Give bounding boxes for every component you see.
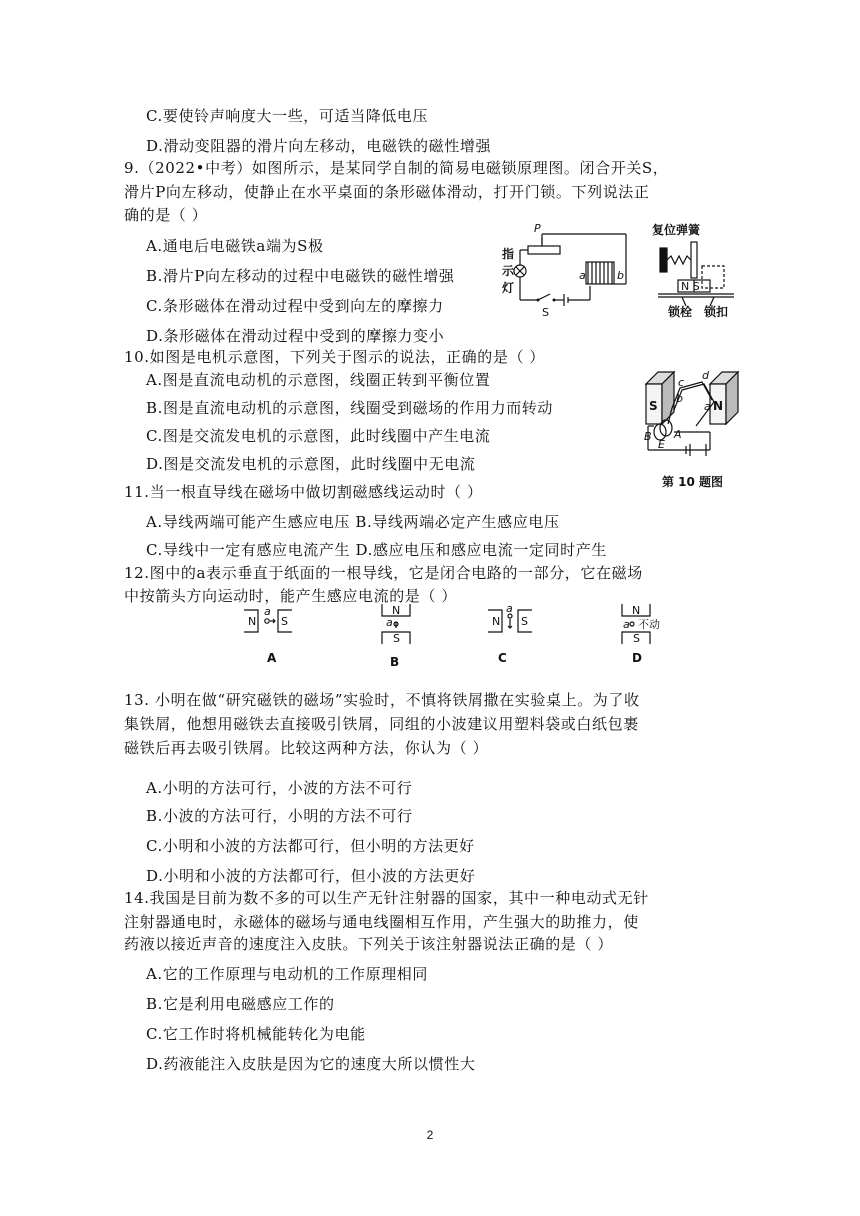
q12-d-label-s: S (633, 632, 640, 645)
q9-fig-label-a: a (579, 269, 586, 282)
q10-generator-figure (640, 366, 740, 492)
q9-fig-label-spring: 复位弹簧 (652, 223, 701, 237)
q12-b-label-n: N (392, 604, 401, 617)
q10-option-b: B.图是直流电动机的示意图，线圈受到磁场的作用力而转动 (146, 399, 553, 417)
q13-stem-line3: 磁铁后再去吸引铁屑。比较这两种方法，你认为（ ） (124, 739, 489, 757)
q11-options-ab: A.导线两端可能产生感应电压 B.导线两端必定产生感应电压 (146, 513, 560, 531)
q9-stem-line3: 确的是（ ） (124, 206, 208, 224)
q12-d-label-n: N (632, 604, 641, 617)
q14-stem-line3: 药液以接近声音的速度注入皮肤。下列关于该注射器说法正确的是（ ） (124, 935, 613, 953)
q12-a-label-a: a (264, 605, 271, 618)
q13-stem-line1: 13. 小明在做“研究磁铁的磁场”实验时，不慎将铁屑撒在实验桌上。为了收 (124, 691, 640, 709)
q12-c-label-n: N (492, 615, 501, 628)
q9-fig-label-bolt: 锁栓 (668, 305, 693, 318)
q14-option-c: C.它工作时将机械能转化为电能 (146, 1025, 366, 1043)
q12-option-label-c: C (498, 651, 507, 665)
q10-fig-caption: 第 10 题图 (662, 475, 724, 489)
q9-fig-label-shi: 示 (502, 264, 515, 278)
q12-stem-line1: 12.图中的a表示垂直于纸面的一根导线，它是闭合电路的一部分，它在磁场 (124, 564, 643, 582)
q9-fig-label-b: b (617, 269, 624, 282)
q10-fig-label-n: N (713, 399, 724, 413)
q10-fig-label-c: c (678, 376, 685, 389)
q12-d-label-still: 不动 (638, 618, 660, 631)
q13-stem-line2: 集铁屑，他想用磁铁去直接吸引铁屑，同组的小波建议用塑料袋或白纸包裹 (124, 715, 639, 733)
q13-option-c: C.小明和小波的方法都可行，但小明的方法更好 (146, 837, 475, 855)
q10-fig-label-aa: A (674, 428, 682, 441)
page-number: 2 (426, 1128, 434, 1142)
q12-b-label-a: a (386, 616, 393, 629)
q13-option-a: A.小明的方法可行，小波的方法不可行 (146, 779, 413, 797)
q9-circuit-figure (500, 222, 640, 318)
q10-stem: 10.如图是电机示意图，下列关于图示的说法，正确的是（ ） (124, 348, 546, 366)
q9-option-d: D.条形磁体在滑动过程中受到的摩擦力变小 (146, 327, 445, 345)
q9-fig-label-ns: N S (681, 280, 700, 293)
q9-fig-label-p: P (534, 222, 541, 235)
q12-a-label-s: S (281, 615, 288, 628)
q12-option-label-b: B (390, 655, 400, 668)
q10-fig-label-d: d (702, 369, 709, 382)
q12-option-label-d: D (632, 651, 642, 665)
q10-fig-label-s: S (649, 399, 658, 413)
q9-fig-label-zhi: 指 (502, 247, 515, 261)
q12-a-label-n: N (248, 615, 257, 628)
q12-option-label-a: A (267, 651, 277, 665)
q11-stem: 11.当一根直导线在磁场中做切割磁感线运动时（ ） (124, 483, 483, 501)
q12-d-label-a: a (623, 618, 630, 631)
q9-fig-label-deng: 灯 (502, 281, 515, 295)
q9-lock-figure (648, 222, 748, 318)
q14-stem-line1: 14.我国是目前为数不多的可以生产无针注射器的国家，其中一种电动式无针 (124, 889, 649, 907)
q9-option-c: C.条形磁体在滑动过程中受到向左的摩擦力 (146, 297, 444, 315)
q10-fig-label-a: a (704, 400, 711, 413)
q10-option-c: C.图是交流发电机的示意图，此时线圈中产生电流 (146, 427, 491, 445)
q10-option-a: A.图是直流电动机的示意图，线圈正转到平衡位置 (146, 371, 491, 389)
q14-stem-line2: 注射器通电时，永磁体的磁场与通电线圈相互作用，产生强大的助推力，使 (124, 913, 639, 931)
q8-option-d: D.滑动变阻器的滑片向左移动，电磁铁的磁性增强 (146, 137, 492, 155)
q12-c-label-s: S (521, 615, 528, 628)
q14-option-b: B.它是利用电磁感应工作的 (146, 995, 335, 1013)
q13-option-d: D.小明和小波的方法都可行，但小波的方法更好 (146, 867, 476, 885)
q9-fig-label-buckle: 锁扣 (704, 305, 729, 318)
q10-fig-label-bb: B (644, 430, 652, 443)
q9-stem-line1: 9.（2022•中考）如图所示，是某同学自制的简易电磁锁原理图。闭合开关S， (124, 159, 669, 177)
q12-c-label-a: a (506, 604, 513, 615)
q12-figures (230, 604, 680, 668)
q13-option-b: B.小波的方法可行，小明的方法不可行 (146, 807, 413, 825)
q14-option-a: A.它的工作原理与电动机的工作原理相同 (146, 965, 429, 983)
q10-option-d: D.图是交流发电机的示意图，此时线圈中无电流 (146, 455, 476, 473)
q9-option-a: A.通电后电磁铁a端为S极 (146, 237, 324, 255)
q9-stem-line2: 滑片P向左移动，使静止在水平桌面的条形磁体滑动，打开门锁。下列说法正 (124, 183, 650, 201)
q9-option-b: B.滑片P向左移动的过程中电磁铁的磁性增强 (146, 267, 455, 285)
q11-options-cd: C.导线中一定有感应电流产生 D.感应电压和感应电流一定同时产生 (146, 541, 607, 559)
q9-fig-label-s: S (542, 306, 549, 318)
q12-b-label-s: S (393, 632, 400, 645)
q12-stem-line2: 中按箭头方向运动时，能产生感应电流的是（ ） (124, 587, 457, 605)
q14-option-d: D.药液能注入皮肤是因为它的速度大所以惯性大 (146, 1055, 476, 1073)
q8-option-c: C.要使铃声响度大一些，可适当降低电压 (146, 107, 429, 125)
q10-fig-label-b: b (676, 392, 683, 405)
q10-fig-label-e: E (658, 438, 665, 451)
